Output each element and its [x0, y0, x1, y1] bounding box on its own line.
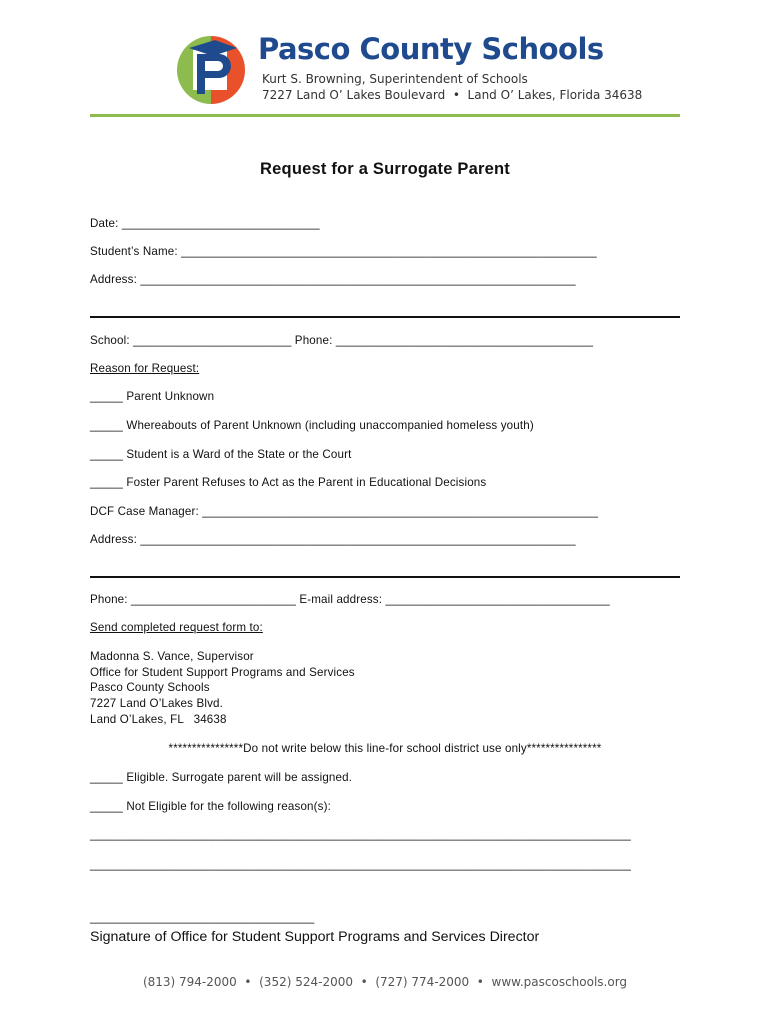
send-to-line: 7227 Land O’Lakes Blvd. [90, 697, 224, 710]
org-name: Pasco County Schools [258, 32, 604, 66]
signature-caption: Signature of Office for Student Support Programs and Services Director [90, 929, 540, 945]
send-to-line: Pasco County Schools [90, 681, 210, 694]
student-name-field[interactable]: Student’s Name: _______________________________________________________________ [90, 245, 597, 258]
reason-ward-of-state[interactable]: _____ Student is a Ward of the State or the Court [90, 448, 352, 461]
reason-line[interactable]: __________________________________________________________________________________ [90, 858, 632, 871]
district-use-notice: ****************Do not write below this line-for school district use only**************** [168, 742, 602, 755]
reason-foster-parent-refuses[interactable]: _____ Foster Parent Refuses to Act as the Parent in Educational Decisions [90, 476, 487, 489]
reason-heading: Reason for Request: [90, 362, 200, 375]
dcf-case-manager-field[interactable]: DCF Case Manager: ____________________________________________________________ [90, 505, 599, 518]
reason-parent-unknown[interactable]: _____ Parent Unknown [90, 390, 215, 403]
date-field[interactable]: Date: ______________________________ [90, 217, 320, 230]
superintendent-line: Kurt S. Browning, Superintendent of Schools [262, 72, 528, 86]
phone-email-field[interactable]: Phone: _________________________ E-mail address: __________________________________ [90, 593, 610, 606]
student-address-field[interactable]: Address: __________________________________________________________________ [90, 273, 576, 286]
send-to-heading: Send completed request form to: [90, 621, 263, 634]
send-to-line: Madonna S. Vance, Supervisor [90, 650, 254, 663]
reason-line[interactable]: __________________________________________________________________________________ [90, 828, 632, 841]
section-divider [90, 576, 680, 578]
footer-contact: (813) 794-2000 • (352) 524-2000 • (727) 774-2000 • www.pascoschools.org [142, 975, 628, 989]
form-title: Request for a Surrogate Parent [260, 160, 510, 178]
pasco-schools-logo [175, 34, 247, 106]
send-to-line: Office for Student Support Programs and Services [90, 666, 355, 679]
header-divider [90, 114, 680, 117]
eligible-field[interactable]: _____ Eligible. Surrogate parent will be assigned. [90, 771, 353, 784]
signature-line[interactable]: __________________________________ [90, 911, 315, 924]
reason-whereabouts-unknown[interactable]: _____ Whereabouts of Parent Unknown (including unaccompanied homeless youth) [90, 419, 534, 432]
section-divider [90, 316, 680, 318]
district-address: 7227 Land O’ Lakes Boulevard • Land O’ Lakes, Florida 34638 [262, 88, 643, 102]
not-eligible-field[interactable]: _____ Not Eligible for the following reason(s): [90, 800, 331, 813]
send-to-line: Land O’Lakes, FL 34638 [90, 713, 227, 726]
school-phone-field[interactable]: School: ________________________ Phone: _______________________________________ [90, 334, 594, 347]
dcf-address-field[interactable]: Address: __________________________________________________________________ [90, 533, 576, 546]
